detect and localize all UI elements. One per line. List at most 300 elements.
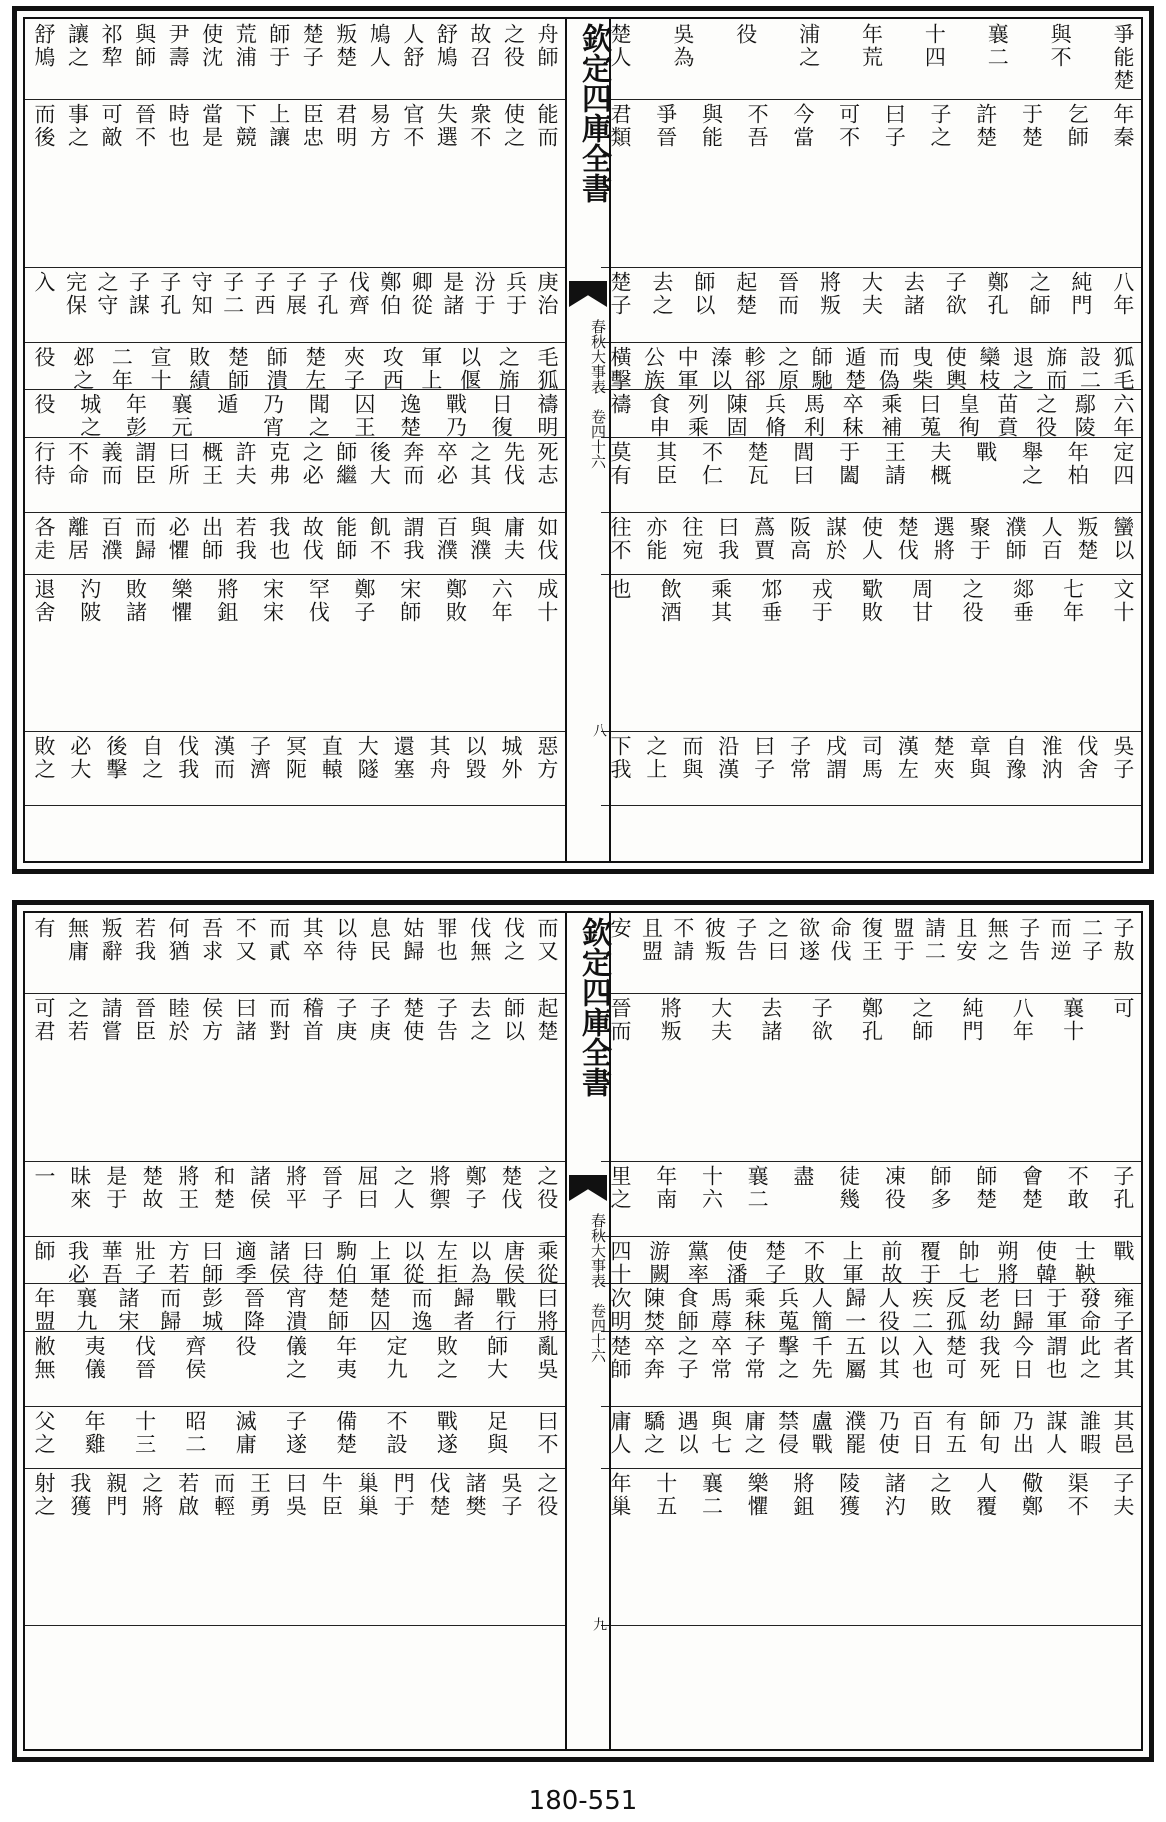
folio-number: 九 <box>591 1617 607 1631</box>
text-column: 師馳 <box>809 346 834 392</box>
text-column: 晉臣 <box>132 997 157 1043</box>
text-column: 曰不 <box>534 1410 559 1456</box>
text-column: 襄二 <box>985 23 1010 69</box>
text-column: 禱 <box>608 393 632 416</box>
text-column: 溱以 <box>708 346 733 392</box>
text-column: 去之 <box>467 997 492 1043</box>
text-column: 師旬 <box>976 1410 1001 1456</box>
text-column: 汾于 <box>472 271 497 317</box>
text-column: 能師 <box>333 516 358 562</box>
text-column: 無之 <box>985 917 1010 963</box>
text-column: 鄭子 <box>352 578 377 624</box>
text-column: 楚師 <box>225 346 250 392</box>
text-column: 攻西 <box>380 346 405 392</box>
text-column: 尹壽 <box>166 23 191 69</box>
text-column: 十三 <box>132 1410 157 1456</box>
text-column: 人舒 <box>400 23 425 69</box>
text-column: 必大 <box>67 735 92 781</box>
text-column: 鄢陵 <box>1072 393 1097 439</box>
text-column: 子庚 <box>333 997 358 1043</box>
bottom-right-band-7 <box>609 1472 1133 1623</box>
text-column: 之役 <box>501 23 526 69</box>
text-column: 我必 <box>65 1240 90 1286</box>
text-column: 將平 <box>283 1165 308 1211</box>
top-left-band-3 <box>32 346 559 392</box>
text-column: 壯子 <box>132 1240 157 1286</box>
text-column: 而歸 <box>132 516 157 562</box>
text-column: 旆而 <box>1043 346 1068 392</box>
text-column: 謂我 <box>400 516 425 562</box>
text-column: 子西 <box>252 271 277 317</box>
text-column: 郯垂 <box>1010 578 1035 624</box>
text-column: 乃使 <box>876 1410 901 1456</box>
text-column: 二年 <box>109 346 134 392</box>
text-column: 君類 <box>608 103 632 149</box>
text-column: 馬利 <box>801 393 826 439</box>
text-column: 人百 <box>1039 516 1064 562</box>
text-column: 君明 <box>333 103 358 149</box>
text-column: 反孤 <box>943 1287 968 1333</box>
text-column: 敗諸 <box>123 578 148 624</box>
text-column: 可君 <box>32 997 56 1043</box>
text-column: 不吾 <box>745 103 770 149</box>
text-column: 十六 <box>699 1165 724 1211</box>
page-bottom-frame <box>23 911 1143 1751</box>
text-column: 入 <box>32 271 56 294</box>
text-column: 閭曰 <box>790 441 815 487</box>
text-column: 以其 <box>876 1335 901 1381</box>
top-left-half <box>25 19 565 861</box>
top-right-band-6 <box>609 516 1133 572</box>
folio-number: 八 <box>591 723 607 737</box>
text-column: 謂也 <box>1043 1335 1068 1381</box>
text-column: 汋陂 <box>77 578 102 624</box>
text-column: 守知 <box>189 271 214 317</box>
text-column: 伐之 <box>501 917 526 963</box>
text-column: 方若 <box>166 1240 191 1286</box>
text-column: 欲遂 <box>796 917 821 963</box>
text-column: 城之 <box>77 393 102 439</box>
top-gutter <box>565 19 611 861</box>
text-column: 士鞅 <box>1072 1240 1097 1286</box>
page-top-frame <box>23 17 1143 863</box>
text-column: 楚使 <box>400 997 425 1043</box>
text-column: 皇徇 <box>956 393 981 439</box>
text-column: 子告 <box>733 917 758 963</box>
text-column: 之將 <box>139 1472 164 1518</box>
text-column: 六年 <box>1110 393 1135 439</box>
text-column: 其臣 <box>653 441 678 487</box>
text-column: 而後 <box>32 103 56 149</box>
text-column: 使輿 <box>943 346 968 392</box>
text-column: 年南 <box>653 1165 678 1211</box>
bottom-right-band-5 <box>609 1335 1133 1404</box>
text-column: 師楚 <box>973 1165 998 1211</box>
chapter-label: 春秋大事表 卷四十六 <box>589 319 607 469</box>
text-column: 何猶 <box>166 917 191 963</box>
text-column: 周甘 <box>909 578 934 624</box>
text-column: 失選 <box>434 103 459 149</box>
text-column: 備楚 <box>333 1410 358 1456</box>
text-column: 巢巢 <box>355 1472 380 1518</box>
bottom-right-band-6 <box>609 1410 1133 1466</box>
text-column: 復王 <box>859 917 884 963</box>
text-column: 四十 <box>608 1240 632 1286</box>
text-column: 吾求 <box>199 917 224 963</box>
text-column: 蠻以 <box>1110 516 1135 562</box>
text-column: 二子 <box>1079 917 1104 963</box>
bottom-right-band-0 <box>609 917 1133 991</box>
text-column: 不請 <box>670 917 695 963</box>
text-column: 敗之 <box>32 735 56 781</box>
text-column: 漢而 <box>211 735 236 781</box>
top-left-band-0 <box>33 23 557 97</box>
text-column: 司馬 <box>859 735 884 781</box>
text-column: 子常 <box>787 735 812 781</box>
text-column: 七年 <box>1060 578 1085 624</box>
text-column: 下我 <box>608 735 632 781</box>
text-column: 今當 <box>790 103 815 149</box>
text-column: 年柏 <box>1065 441 1090 487</box>
text-column: 今日 <box>1010 1335 1035 1381</box>
text-column: 乞師 <box>1065 103 1090 149</box>
text-column: 乃宵 <box>260 393 285 439</box>
text-column: 而對 <box>266 997 291 1043</box>
text-column: 凍役 <box>882 1165 907 1211</box>
text-column: 大夫 <box>708 997 733 1043</box>
text-column: 文十 <box>1110 578 1135 624</box>
text-column: 大隧 <box>355 735 380 781</box>
text-column: 儆鄭 <box>1019 1472 1044 1518</box>
text-column: 屈曰 <box>355 1165 380 1211</box>
text-column: 樂懼 <box>745 1472 770 1518</box>
text-column: 曰子 <box>751 735 776 781</box>
text-column: 子展 <box>283 271 308 317</box>
text-column: 子欲 <box>809 997 834 1043</box>
text-column: 許楚 <box>973 103 998 149</box>
text-column: 奔而 <box>400 441 425 487</box>
text-column: 乘從 <box>534 1240 559 1286</box>
text-column: 十四 <box>922 23 947 69</box>
text-column: 敗之 <box>434 1335 459 1381</box>
text-column: 和楚 <box>211 1165 236 1211</box>
text-column: 後擊 <box>103 735 128 781</box>
text-column: 門于 <box>391 1472 416 1518</box>
text-column: 人簡 <box>809 1287 834 1333</box>
text-column: 無庸 <box>65 917 90 963</box>
book-title: 欽定四庫全書 <box>576 23 611 203</box>
text-column: 使之 <box>501 103 526 149</box>
text-column: 人覆 <box>973 1472 998 1518</box>
text-column: 唐侯 <box>501 1240 526 1286</box>
text-column: 而與 <box>679 735 704 781</box>
text-column: 襄二 <box>745 1165 770 1211</box>
text-column: 不仁 <box>699 441 724 487</box>
top-right-band-8 <box>609 735 1133 801</box>
text-column: 鄭敗 <box>443 578 468 624</box>
text-column: 雍子 <box>1110 1287 1135 1333</box>
text-column: 鄭子 <box>463 1165 488 1211</box>
bottom-left-band-6 <box>33 1410 557 1466</box>
text-column: 卒常 <box>708 1335 733 1381</box>
text-column: 曰待 <box>300 1240 325 1286</box>
text-column: 淮汭 <box>1039 735 1064 781</box>
text-column: 子告 <box>434 997 459 1043</box>
text-column: 楚師 <box>608 1335 632 1381</box>
bottom-left-band-1 <box>33 997 557 1159</box>
text-column: 且安 <box>953 917 978 963</box>
text-column: 蔿賈 <box>751 516 776 562</box>
text-column: 退之 <box>1010 346 1035 392</box>
text-column: 舒鳩 <box>434 23 459 69</box>
text-column: 于軍 <box>1043 1287 1068 1333</box>
text-column: 子之 <box>928 103 953 149</box>
text-column: 之敗 <box>928 1472 953 1518</box>
text-column: 衆不 <box>467 103 492 149</box>
text-column: 戰 <box>1110 1240 1135 1263</box>
text-column: 事之 <box>65 103 90 149</box>
text-column: 八年 <box>1010 997 1035 1043</box>
text-column: 章與 <box>967 735 992 781</box>
text-column: 晉而 <box>775 271 800 317</box>
text-column: 會楚 <box>1019 1165 1044 1211</box>
text-column: 子告 <box>1016 917 1041 963</box>
text-column: 宋宋 <box>260 578 285 624</box>
text-column: 自之 <box>139 735 164 781</box>
text-column: 而歸 <box>157 1287 182 1333</box>
text-column: 樂懼 <box>169 578 194 624</box>
text-column: 不設 <box>384 1410 409 1456</box>
text-column: 易方 <box>367 103 392 149</box>
text-column: 且盟 <box>639 917 664 963</box>
text-column: 公族 <box>641 346 666 392</box>
text-column: 不敗 <box>801 1240 826 1286</box>
text-column: 庚治 <box>535 271 559 317</box>
text-column: 遁楚 <box>842 346 867 392</box>
chapter-label: 春秋大事表 卷四十六 <box>589 1213 607 1363</box>
text-column: 陳固 <box>724 393 749 439</box>
text-column: 讓之 <box>65 23 90 69</box>
top-left-band-6 <box>33 516 557 572</box>
text-column: 伐晉 <box>132 1335 157 1381</box>
text-column: 而貳 <box>266 917 291 963</box>
text-column: 也 <box>608 578 632 601</box>
text-column: 子孔 <box>314 271 339 317</box>
text-column: 戰乃 <box>443 393 468 439</box>
text-column: 子孔 <box>157 271 182 317</box>
page-number: 180-551 <box>528 1786 638 1816</box>
text-column: 若我 <box>132 917 157 963</box>
text-column: 將王 <box>175 1165 200 1211</box>
text-column: 曰吳 <box>283 1472 308 1518</box>
text-column: 苗賁 <box>994 393 1019 439</box>
text-column: 將鉏 <box>214 578 239 624</box>
text-column: 歸者 <box>451 1287 476 1333</box>
text-column: 欒枝 <box>976 346 1001 392</box>
text-column: 朔將 <box>994 1240 1019 1286</box>
text-column: 沿漢 <box>715 735 740 781</box>
top-right-band-0 <box>609 23 1133 97</box>
text-column: 年夷 <box>333 1335 358 1381</box>
bottom-right-band-2 <box>609 1165 1133 1234</box>
text-column: 舟師 <box>534 23 559 69</box>
text-column: 王請 <box>882 441 907 487</box>
text-column: 行待 <box>32 441 56 487</box>
text-column: 楚伐 <box>498 1165 523 1211</box>
text-column: 師繼 <box>333 441 358 487</box>
text-column: 故伐 <box>300 516 325 562</box>
text-column: 宵潰 <box>283 1287 308 1333</box>
text-column: 純門 <box>960 997 985 1043</box>
text-column: 莫有 <box>608 441 632 487</box>
text-column: 年荒 <box>859 23 884 69</box>
text-column: 六年 <box>489 578 514 624</box>
text-column: 師多 <box>928 1165 953 1211</box>
text-column: 飢不 <box>367 516 392 562</box>
text-column: 之旆 <box>496 346 521 392</box>
text-column: 乘秣 <box>742 1287 767 1333</box>
text-column: 設二 <box>1077 346 1102 392</box>
text-column: 狐毛 <box>1110 346 1135 392</box>
bottom-right-band-4 <box>608 1287 1135 1333</box>
text-column: 下競 <box>233 103 258 149</box>
text-column: 之役 <box>1033 393 1058 439</box>
text-column: 楚子 <box>608 271 632 317</box>
text-column: 軍上 <box>418 346 443 392</box>
text-column: 之原 <box>775 346 800 392</box>
text-column: 晉不 <box>132 103 157 149</box>
text-column: 一 <box>32 1165 56 1188</box>
text-column: 子欲 <box>943 271 968 317</box>
text-column: 年秦 <box>1110 103 1135 149</box>
text-column: 里之 <box>608 1165 632 1211</box>
text-column: 親門 <box>103 1472 128 1518</box>
text-column: 曰歸 <box>1010 1287 1035 1333</box>
text-column: 夷儀 <box>82 1335 107 1381</box>
fish-tail-mark <box>569 281 607 307</box>
text-column: 不又 <box>233 917 258 963</box>
text-column: 冥阨 <box>283 735 308 781</box>
text-column: 之上 <box>643 735 668 781</box>
text-column: 戎于 <box>809 578 834 624</box>
text-column: 以毀 <box>463 735 488 781</box>
text-column: 乃出 <box>1010 1410 1035 1456</box>
text-column: 曰將 <box>534 1287 559 1333</box>
text-column: 年彭 <box>123 393 148 439</box>
text-column: 乘補 <box>878 393 903 439</box>
text-column: 楚故 <box>139 1165 164 1211</box>
text-column: 王勇 <box>247 1472 272 1518</box>
text-column: 將叛 <box>817 271 842 317</box>
text-column: 遁 <box>214 393 239 416</box>
text-column: 者其 <box>1110 1335 1135 1381</box>
text-column: 使潘 <box>724 1240 749 1286</box>
text-column: 克弗 <box>266 441 291 487</box>
text-column: 馬蓐 <box>708 1287 733 1333</box>
text-column: 盟于 <box>890 917 915 963</box>
text-column: 楚子 <box>762 1240 787 1286</box>
text-column: 百日 <box>909 1410 934 1456</box>
text-column: 卒秣 <box>840 393 865 439</box>
bottom-left-band-2 <box>33 1165 557 1234</box>
text-column: 而輕 <box>211 1472 236 1518</box>
text-column: 其邑 <box>1110 1410 1135 1456</box>
text-column: 楚可 <box>943 1335 968 1381</box>
text-column: 荒浦 <box>233 23 258 69</box>
text-column: 前故 <box>878 1240 903 1286</box>
text-column: 陵獲 <box>836 1472 861 1518</box>
text-column: 之曰 <box>765 917 790 963</box>
text-column: 故召 <box>467 23 492 69</box>
text-column: 與不 <box>1048 23 1073 69</box>
text-column: 夾子 <box>341 346 366 392</box>
bottom-right-half <box>601 913 1141 1749</box>
text-column: 以待 <box>333 917 358 963</box>
text-column: 與師 <box>132 23 157 69</box>
text-column: 我也 <box>266 516 291 562</box>
text-column: 襄二 <box>699 1472 724 1518</box>
text-column: 擊之 <box>775 1335 800 1381</box>
text-column: 請嘗 <box>99 997 124 1043</box>
text-column: 十五 <box>653 1472 678 1518</box>
bottom-left-band-4 <box>32 1287 559 1333</box>
text-column: 子濟 <box>247 735 272 781</box>
text-column: 謀於 <box>823 516 848 562</box>
text-column: 伐無 <box>467 917 492 963</box>
text-column: 聚于 <box>967 516 992 562</box>
text-column: 罪也 <box>434 917 459 963</box>
text-column: 疾二 <box>909 1287 934 1333</box>
text-column: 以偃 <box>457 346 482 392</box>
text-column: 五屬 <box>842 1335 867 1381</box>
text-column: 老幼 <box>976 1287 1001 1333</box>
text-column: 游闕 <box>646 1240 671 1286</box>
text-column: 我死 <box>976 1335 1001 1381</box>
text-column: 驕之 <box>641 1410 666 1456</box>
text-column: 而逆 <box>1048 917 1073 963</box>
text-column: 將叛 <box>658 997 683 1043</box>
text-column: 諸侯 <box>266 1240 291 1286</box>
top-left-band-4 <box>32 393 559 439</box>
text-column: 八年 <box>1110 271 1135 317</box>
text-column: 舉之 <box>1019 441 1044 487</box>
text-column: 之子 <box>675 1335 700 1381</box>
text-column: 庸人 <box>608 1410 632 1456</box>
text-column: 渠不 <box>1065 1472 1090 1518</box>
text-column: 有五 <box>943 1410 968 1456</box>
text-column: 戰遂 <box>434 1410 459 1456</box>
text-column: 徒幾 <box>836 1165 861 1211</box>
text-column: 襄九 <box>73 1287 98 1333</box>
text-column: 日復 <box>489 393 514 439</box>
top-left-band-7 <box>33 578 557 729</box>
text-column: 卒必 <box>434 441 459 487</box>
text-column: 上讓 <box>266 103 291 149</box>
text-column: 鄭孔 <box>859 997 884 1043</box>
top-right-band-4 <box>608 393 1135 439</box>
text-column: 陳焚 <box>641 1287 666 1333</box>
text-column: 能而 <box>534 103 559 149</box>
text-column: 役 <box>32 393 56 416</box>
text-column: 以為 <box>467 1240 492 1286</box>
text-column: 覆于 <box>917 1240 942 1286</box>
text-column: 駒伯 <box>333 1240 358 1286</box>
text-column: 曰我 <box>715 516 740 562</box>
text-column: 漢左 <box>895 735 920 781</box>
text-column: 于楚 <box>1019 103 1044 149</box>
text-column: 食師 <box>675 1287 700 1333</box>
text-column: 齊侯 <box>182 1335 207 1381</box>
